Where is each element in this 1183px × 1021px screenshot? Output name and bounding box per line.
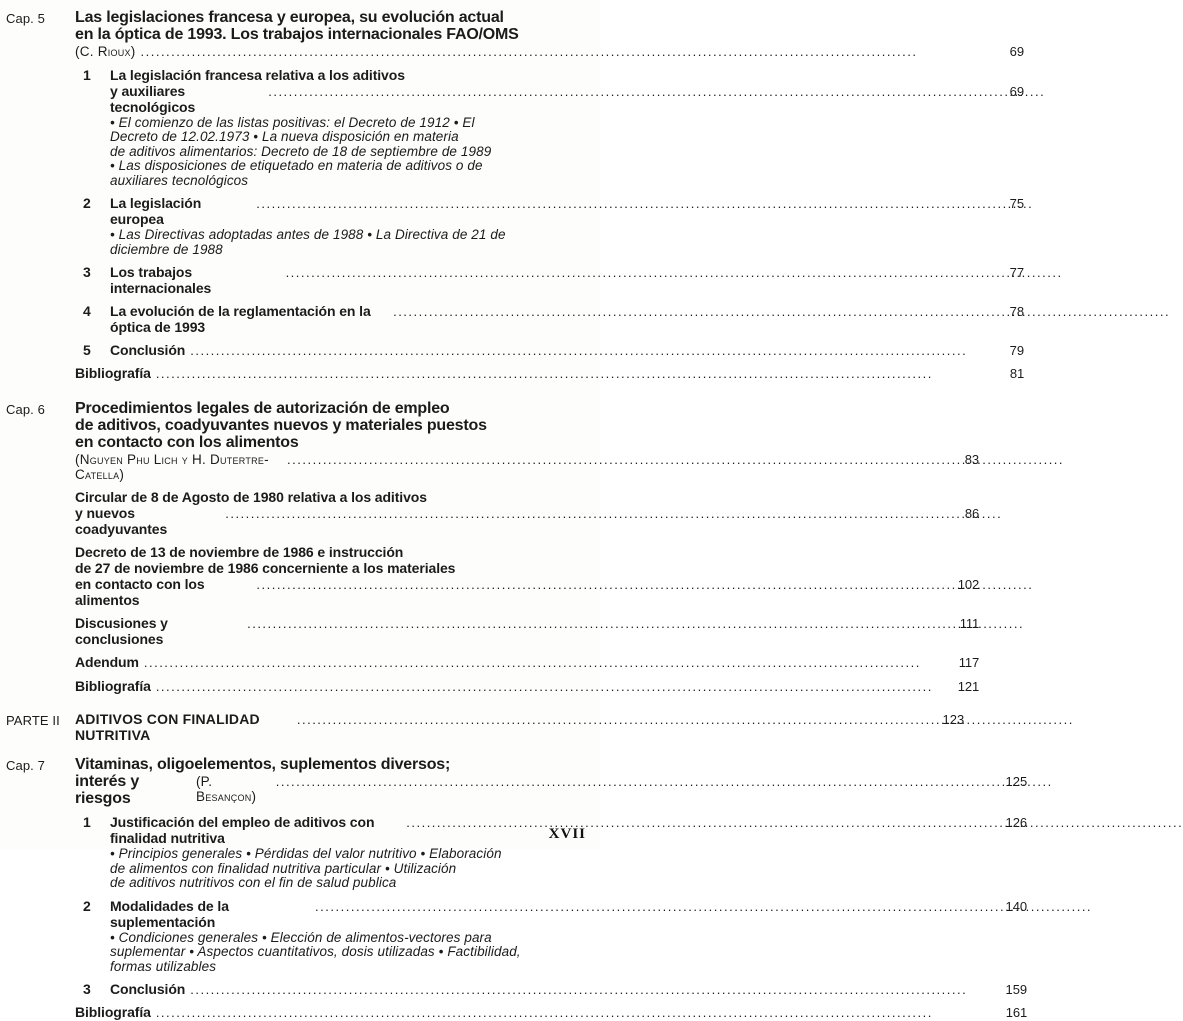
dot-leader bbox=[287, 452, 949, 467]
chapter-title-line: Vitaminas, oligoelementos, suplementos diversos; bbox=[75, 756, 451, 773]
subtopics bbox=[110, 931, 1027, 975]
page-number: 123 bbox=[942, 712, 965, 727]
section-cap7 bbox=[6, 756, 1028, 1021]
part-label: PARTE II bbox=[6, 713, 60, 728]
toc-item-number: 5 bbox=[83, 342, 91, 358]
toc-entry-line: Circular de 8 de Agosto de 1980 relativa a los aditivos bbox=[75, 489, 427, 505]
toc-row bbox=[75, 654, 979, 671]
authors: (Nguyen Phu Lich y H. Dutertre-Catella) bbox=[75, 452, 269, 482]
subtopic-line: diciembre de 1988 bbox=[110, 241, 223, 257]
page-number: 86 bbox=[964, 506, 980, 521]
toc-item-line: Conclusión bbox=[110, 342, 186, 358]
toc-item-line: La legislación europea bbox=[110, 195, 202, 227]
toc-item-line: y auxiliares tecnológicos bbox=[110, 82, 196, 115]
toc-entry-line: Decreto de 13 de noviembre de 1986 e instrucción bbox=[75, 544, 404, 560]
dot-leader bbox=[190, 982, 997, 997]
dot-leader bbox=[256, 577, 949, 593]
toc-row bbox=[75, 365, 1024, 382]
toc-item-body bbox=[110, 195, 1024, 257]
subtopic-line: Decreto de 12.02.1973 • La nueva disposición en materia bbox=[110, 129, 459, 144]
toc-entry bbox=[75, 544, 979, 608]
page-number: 121 bbox=[957, 679, 980, 694]
toc-item bbox=[75, 264, 1024, 296]
subtopics bbox=[110, 228, 1024, 257]
chapter-title-line: Las legislaciones francesa y europea, su evolución actual bbox=[75, 9, 504, 26]
toc-item-number: 3 bbox=[83, 981, 91, 997]
toc-item-number: 2 bbox=[83, 195, 91, 211]
page-number: 78 bbox=[1009, 304, 1025, 319]
toc-item-body bbox=[110, 898, 1027, 975]
toc-item bbox=[75, 898, 1027, 975]
subtopic-line: de aditivos alimentarios: Decreto de 18 de septiembre de 1989 bbox=[110, 143, 492, 159]
subtopic-line: formas utilizables bbox=[110, 958, 217, 974]
toc-item bbox=[75, 67, 1024, 189]
page-number: 69 bbox=[1009, 44, 1025, 59]
toc-item-number: 2 bbox=[83, 897, 91, 914]
chapter-label: Cap. 5 bbox=[6, 11, 45, 26]
toc-row bbox=[110, 342, 1024, 358]
chapter-title-line: interés y riesgos bbox=[75, 773, 140, 807]
dot-leader bbox=[190, 343, 994, 358]
chapter-title-line: en la óptica de 1993. Los trabajos internacionales FAO/OMS bbox=[75, 26, 519, 43]
toc-entry bbox=[75, 489, 979, 537]
page-number: 102 bbox=[957, 577, 980, 592]
dot-leader bbox=[315, 899, 997, 914]
toc-row-authors bbox=[75, 452, 979, 482]
toc-row bbox=[110, 83, 1024, 115]
chapter-content bbox=[75, 756, 1027, 1021]
page-number: 69 bbox=[1009, 83, 1025, 99]
subtopic-line: • Las disposiciones de etiquetado en materia de aditivos o de bbox=[110, 158, 483, 173]
toc-entry bbox=[75, 678, 979, 695]
dot-leader bbox=[268, 84, 994, 99]
authors: (C. Rioux) bbox=[75, 44, 136, 59]
toc-item bbox=[75, 303, 1024, 335]
dot-leader bbox=[393, 304, 994, 319]
toc-row bbox=[75, 576, 979, 608]
subtopic-line: • El comienzo de las listas positivas: el Decreto de 1912 • El bbox=[110, 114, 475, 130]
chapter-content bbox=[75, 400, 979, 695]
toc-row bbox=[110, 303, 1024, 335]
page-number: 77 bbox=[1009, 265, 1025, 280]
toc-item bbox=[75, 342, 1024, 358]
toc-entry-line: y nuevos coadyuvantes bbox=[75, 505, 168, 537]
toc-entry bbox=[75, 615, 979, 647]
toc-entry-line: Bibliografía bbox=[75, 365, 151, 381]
toc-entry-line: en contacto con los alimentos bbox=[75, 576, 205, 608]
page-number: 81 bbox=[1009, 366, 1025, 381]
toc-item-line: Modalidades de la suplementación bbox=[110, 897, 229, 930]
page-number: 161 bbox=[1005, 1005, 1028, 1020]
subtopic-line: auxiliares tecnológicos bbox=[110, 172, 249, 188]
toc-item-line: La evolución de la reglamentación en la óptica de 1993 bbox=[110, 303, 371, 335]
page-number: 140 bbox=[1005, 898, 1028, 914]
subtopic-line: de aditivos nutritivos con el fin de salud publica bbox=[110, 875, 397, 890]
folio-page-number: XVII bbox=[548, 826, 586, 842]
dot-leader bbox=[156, 366, 994, 382]
toc-item-number: 4 bbox=[83, 303, 91, 319]
page-number: 83 bbox=[964, 452, 980, 467]
chapter-label: Cap. 6 bbox=[6, 402, 45, 417]
dot-leader bbox=[156, 1005, 997, 1021]
toc-entry-line: de 27 de noviembre de 1986 concerniente a los materiales bbox=[75, 560, 456, 576]
toc-row bbox=[110, 195, 1024, 227]
page-number: 117 bbox=[958, 655, 980, 670]
section-cap6 bbox=[6, 400, 980, 695]
section-cap5 bbox=[6, 9, 1025, 382]
toc-row-authors bbox=[75, 44, 1024, 60]
authors: (P. Besançon) bbox=[195, 774, 257, 804]
toc-row bbox=[75, 711, 964, 743]
toc-item-line: Justificación del empleo de aditivos con finalidad nutritiva bbox=[110, 814, 375, 846]
chapter-title-line: de aditivos, coadyuvantes nuevos y materiales puestos bbox=[75, 417, 487, 434]
subtopic-line: • Condiciones generales • Elección de alimentos-vectores para bbox=[110, 929, 492, 945]
subtopic-line: de alimentos con finalidad nutritiva particular • Utilización bbox=[110, 860, 457, 876]
toc-entry-line: Adendum bbox=[75, 654, 139, 670]
page-number: 111 bbox=[959, 616, 980, 631]
toc-entry bbox=[75, 365, 1024, 382]
dot-leader bbox=[247, 616, 949, 632]
dot-leader bbox=[144, 655, 949, 671]
toc-item-line: Los trabajos internacionales bbox=[110, 264, 212, 296]
toc-item-number: 1 bbox=[83, 66, 91, 83]
toc-item-number: 1 bbox=[83, 814, 91, 830]
chapter-label: Cap. 7 bbox=[6, 758, 45, 773]
dot-leader bbox=[156, 679, 949, 695]
toc-item bbox=[75, 981, 1027, 997]
toc-item bbox=[75, 195, 1024, 257]
page-number: 126 bbox=[1005, 815, 1028, 830]
toc-entry-line: Discusiones y conclusiones bbox=[75, 615, 168, 647]
toc-row bbox=[75, 773, 1027, 807]
toc-item-line: Conclusión bbox=[110, 981, 186, 997]
toc-row bbox=[75, 505, 979, 537]
page-number: 75 bbox=[1009, 196, 1025, 211]
dot-leader bbox=[276, 774, 997, 789]
page-number: 125 bbox=[1005, 774, 1028, 789]
dot-leader bbox=[141, 44, 995, 59]
subtopics bbox=[110, 847, 1027, 891]
chapter-title-line: en contacto con los alimentos bbox=[75, 434, 299, 451]
part-title: ADITIVOS CON FINALIDAD NUTRITIVA bbox=[75, 711, 260, 743]
toc-entry-line: Bibliografía bbox=[75, 678, 151, 694]
toc-item-number: 3 bbox=[83, 264, 91, 280]
toc-entry bbox=[75, 654, 979, 671]
toc-row bbox=[75, 615, 979, 647]
toc-row bbox=[110, 981, 1027, 997]
toc-entry-line: Bibliografía bbox=[75, 1004, 151, 1020]
page-number: 79 bbox=[1009, 343, 1025, 358]
toc-item-line: La legislación francesa relativa a los aditivos bbox=[110, 66, 405, 83]
dot-leader bbox=[406, 815, 997, 830]
dot-leader bbox=[225, 506, 949, 522]
subtopic-line: • Las Directivas adoptadas antes de 1988 • La Directiva de 21 de bbox=[110, 227, 506, 242]
section-parte2 bbox=[6, 711, 965, 743]
toc-row bbox=[110, 898, 1027, 930]
subtopic-line: • Principios generales • Pérdidas del valor nutritivo • Elaboración bbox=[110, 846, 502, 861]
toc-row bbox=[110, 264, 1024, 296]
chapter-title-line: Procedimientos legales de autorización de empleo bbox=[75, 400, 450, 417]
subtopic-line: suplementar • Aspectos cuantitativos, dosis utilizadas • Factibilidad, bbox=[110, 944, 521, 959]
toc-entry bbox=[75, 1004, 1027, 1021]
toc-row bbox=[75, 1004, 1027, 1021]
subtopics bbox=[110, 116, 1024, 189]
chapter-content bbox=[75, 9, 1024, 382]
dot-leader bbox=[256, 196, 994, 211]
dot-leader bbox=[286, 265, 995, 280]
dot-leader bbox=[297, 712, 934, 727]
toc-item-body bbox=[110, 67, 1024, 189]
toc-row bbox=[75, 678, 979, 695]
page-number: 159 bbox=[1005, 982, 1028, 997]
